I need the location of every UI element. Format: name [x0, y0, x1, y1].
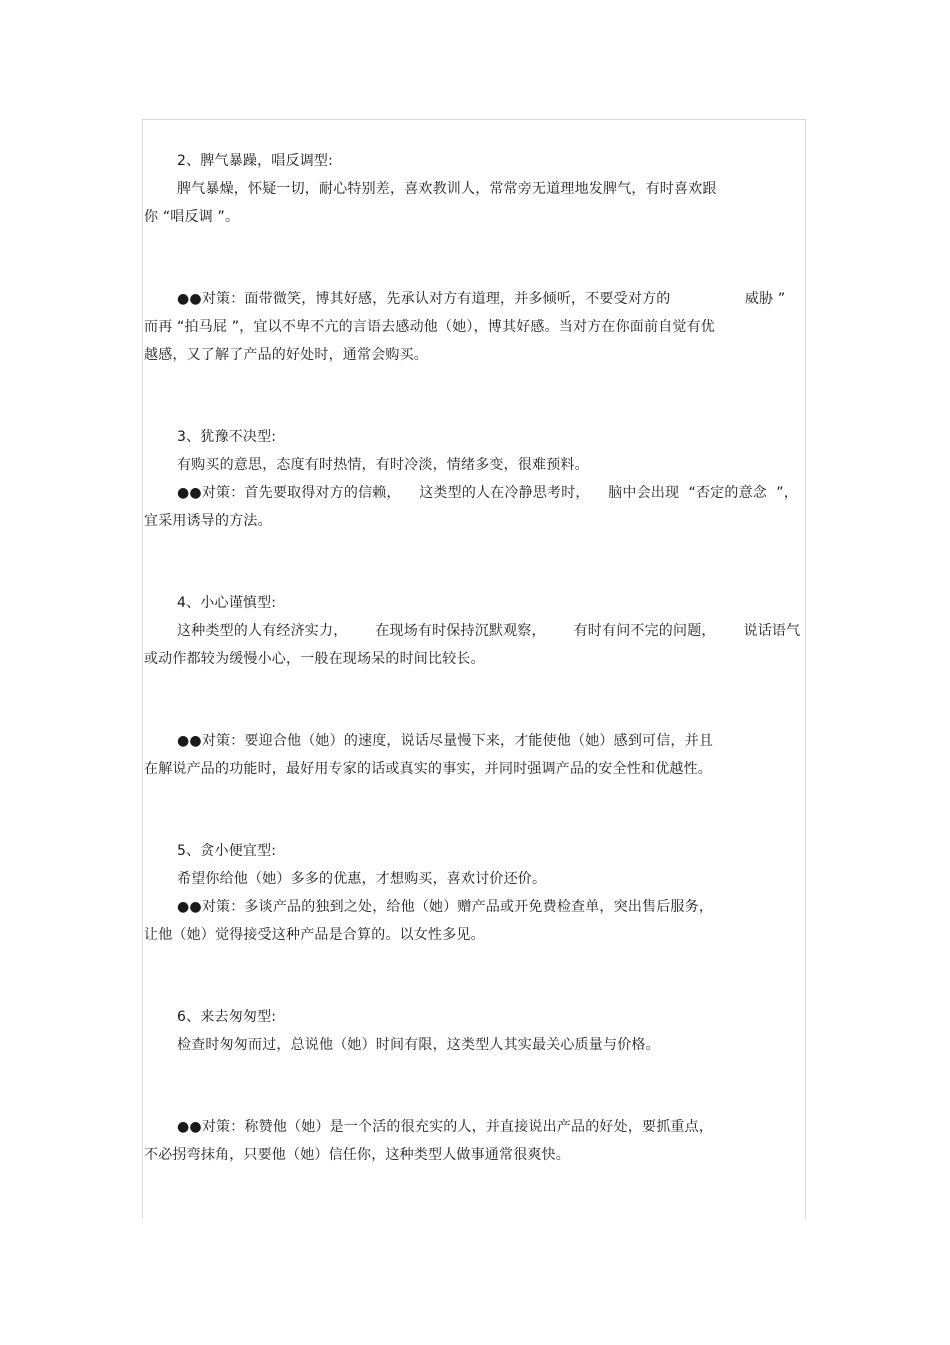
strategy-line: ●●对策：面带微笑，博其好感，先承认对方有道理，并多倾听，不要受对方的 威胁 ” [177, 291, 786, 307]
paragraph-line: 或动作都较为缓慢小心，一般在现场呆的时间比较长。 [144, 651, 485, 667]
strategy-line: 在解说产品的功能时，最好用专家的话或真实的事实，并同时强调产品的安全性和优越性。 [144, 761, 712, 777]
heading-type-5: 5、贪小便宜型: [177, 843, 277, 859]
heading-type-3: 3、犹豫不决型: [177, 429, 277, 445]
strategy-line: ●●对策：首先要取得对方的信赖， 这类型的人在冷静思考时， 脑中会出现 “否定的意念 ”， [177, 485, 798, 501]
paragraph-line: 有购买的意思，态度有时热情，有时冷淡，情绪多变，很难预料。 [177, 457, 589, 473]
heading-type-6: 6、来去匆匆型: [177, 1009, 277, 1025]
paragraph-line: 希望你给他（她）多多的优惠，才想购买，喜欢讨价还价。 [177, 871, 547, 887]
paragraph-line: 检查时匆匆而过，总说他（她）时间有限，这类型人其实最关心质量与价格。 [177, 1037, 660, 1053]
paragraph-line: 你 “唱反调 ”。 [144, 209, 240, 225]
strategy-line: ●●对策：要迎合他（她）的速度，说话尽量慢下来，才能使他（她）感到可信，并且 [177, 733, 714, 749]
strategy-line: 越感，又了解了产品的好处时，通常会购买。 [144, 347, 428, 363]
strategy-line: 宜采用诱导的方法。 [144, 513, 272, 529]
heading-type-2: 2、脾气暴躁，唱反调型: [177, 153, 334, 169]
strategy-line: ●●对策：多谈产品的独到之处，给他（她）赠产品或开免费检查单，突出售后服务， [177, 899, 714, 915]
strategy-line: ●●对策：称赞他（她）是一个活的很充实的人，并直接说出产品的好处，要抓重点， [177, 1119, 714, 1135]
paragraph-line: 这种类型的人有经济实力， 在现场有时保持沉默观察， 有时有问不完的问题， 说话语气 [177, 623, 801, 639]
heading-type-4: 4、小心谨慎型: [177, 595, 277, 611]
strategy-line: 让他（她）觉得接受这种产品是合算的。以女性多见。 [144, 927, 485, 943]
strategy-line: 而再 “拍马屁 ”，宜以不卑不亢的言语去感动他（她），博其好感。当对方在你面前自觉有优 [144, 319, 716, 335]
strategy-line: 不必拐弯抹角，只要他（她）信任你，这种类型人做事通常很爽快。 [144, 1147, 570, 1163]
paragraph-line: 脾气暴燥，怀疑一切，耐心特别差，喜欢教训人，常常旁无道理地发脾气，有时喜欢跟 [177, 181, 717, 197]
page-border [142, 119, 806, 1219]
